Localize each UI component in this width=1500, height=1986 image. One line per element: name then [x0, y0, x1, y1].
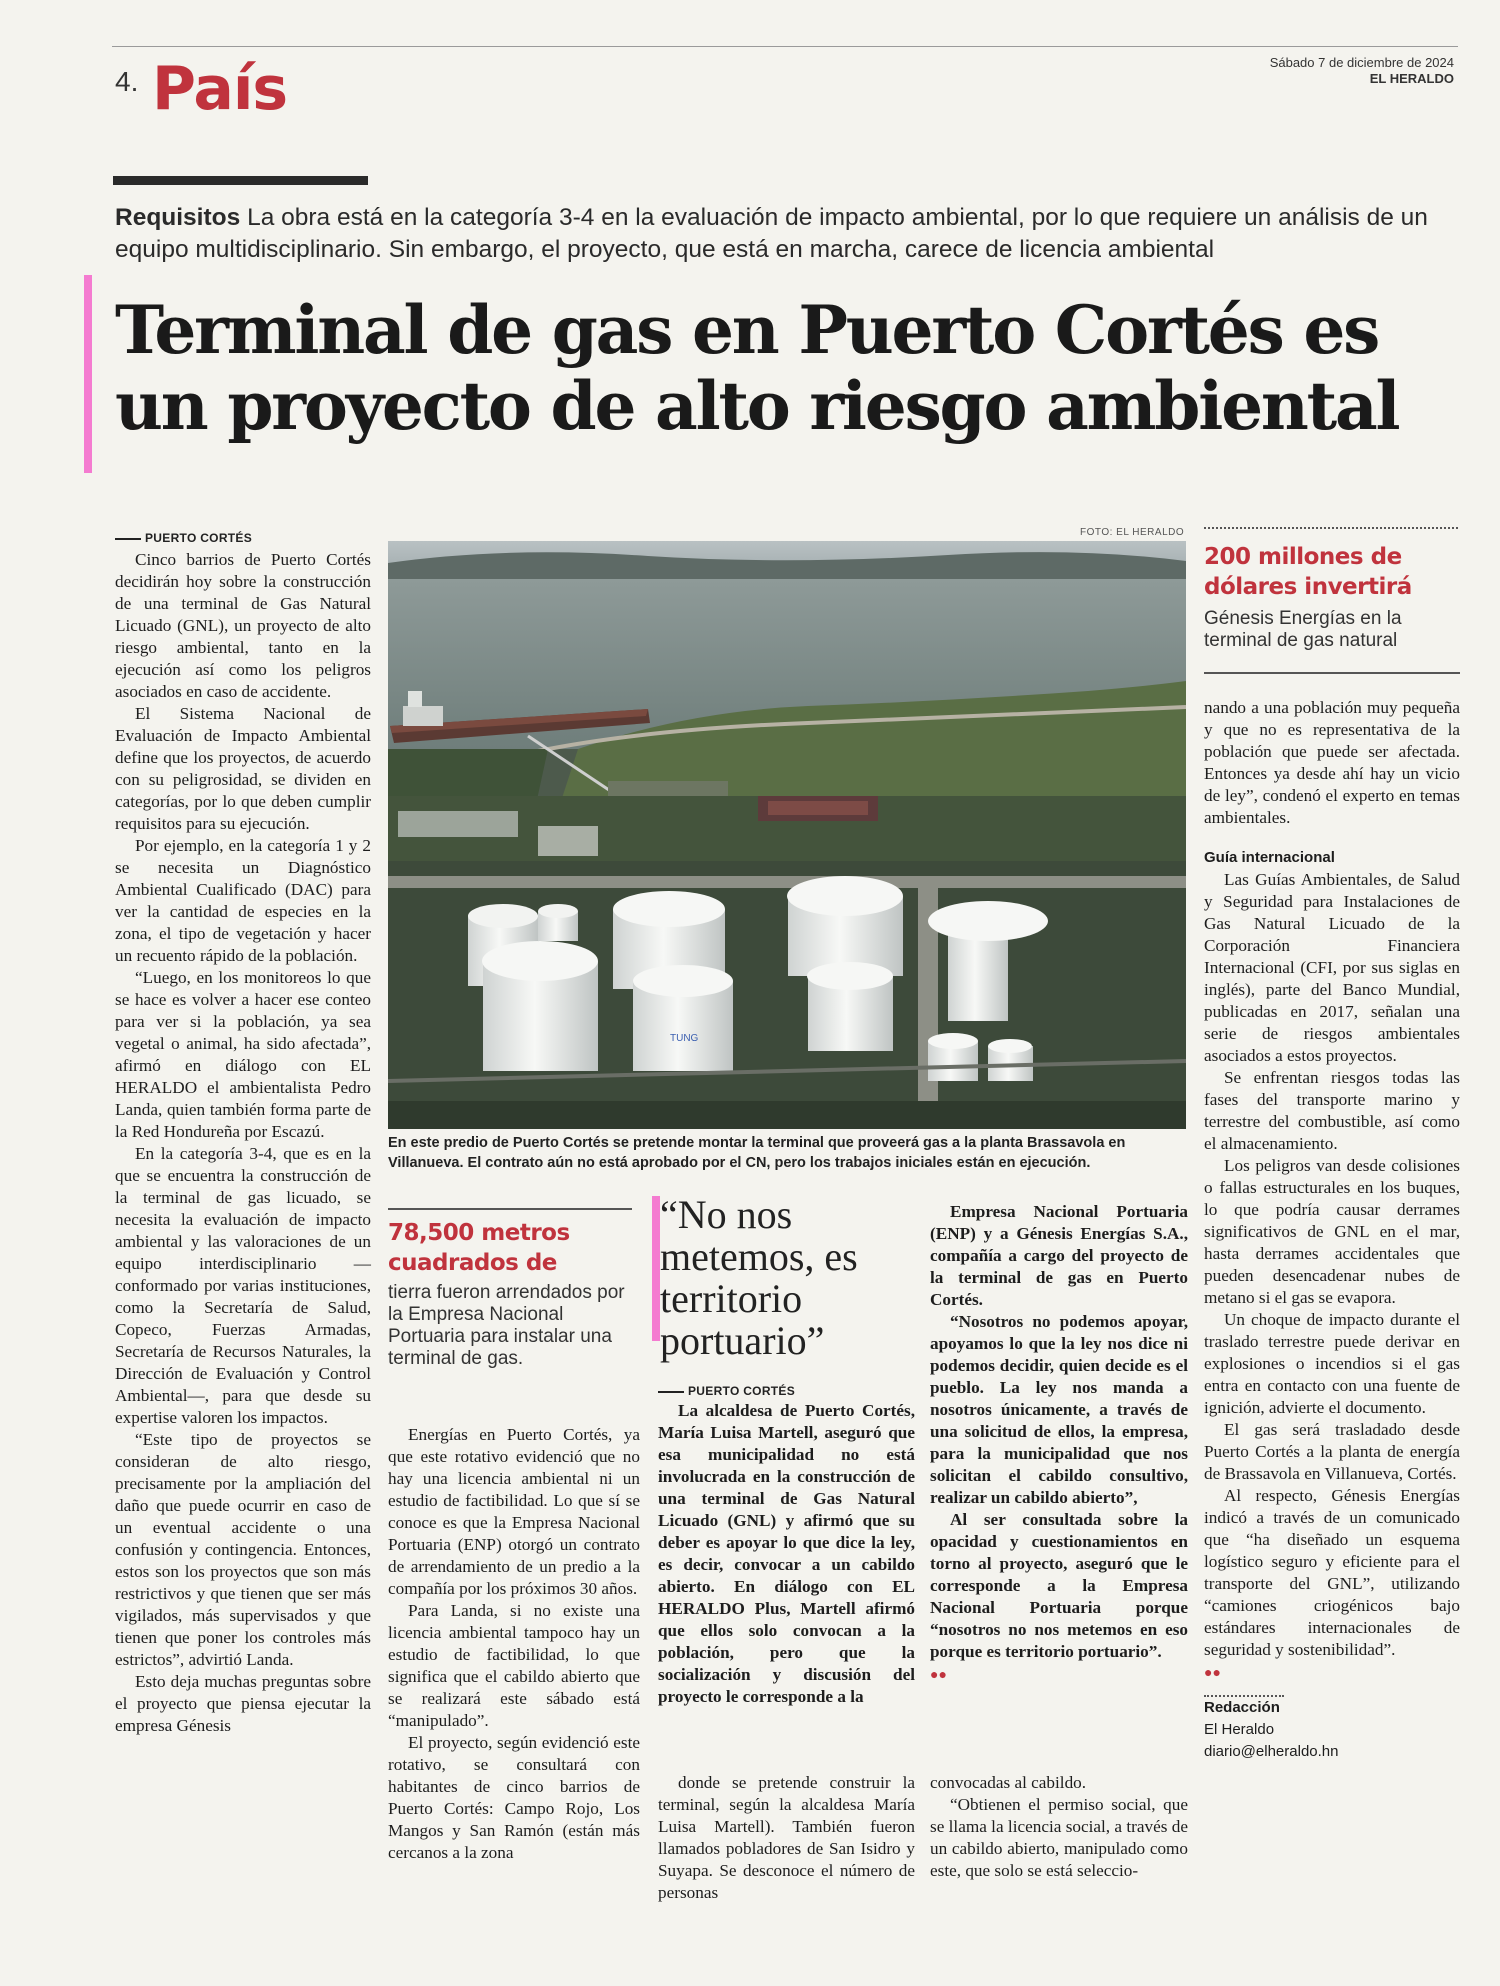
column-1-body	[115, 549, 371, 1737]
paragraph: Esto deja muchas preguntas sobre el proyecto que piensa ejecutar la empresa Génesis	[115, 1672, 371, 1735]
subhead-guia: Guía internacional	[1204, 849, 1335, 866]
column-2-body	[388, 1424, 640, 1864]
column-2	[388, 1424, 640, 1864]
column-3-bottom	[658, 1772, 915, 1904]
paragraph: “Obtienen el permiso social, que se llama la licencia social, a través de un cabildo abierto, manipulado como este, que solo se está seleccio-	[930, 1795, 1188, 1880]
fact-rule-1	[388, 1208, 632, 1210]
top-rule	[112, 46, 1458, 47]
photo-gas-terminal	[388, 541, 1186, 1129]
column-5	[1204, 697, 1460, 1763]
column-1	[115, 527, 371, 1737]
terminal-photo-illustration	[388, 541, 1186, 1129]
fact-78500-text: tierra fueron arrendados por la Empresa Nacional Portuaria para instalar una terminal de gas.	[388, 1282, 625, 1369]
paragraph: Al ser consultada sobre la opacidad y cuestionamientos en torno al proyecto, aseguró que le corresponde a la Empresa Nacional Portuaria porque “nosotros no nos metemos en eso porque es territorio portuario”.	[930, 1510, 1188, 1661]
column-3	[658, 1400, 915, 1708]
paragraph: “Nosotros no podemos apoyar, apoyamos lo que la ley nos dice ni podemos decidir, quien decide es el pueblo. La ley nos manda a nosotros únicamente, a través de una solicitud de ellos, la empresa, para la municipalidad que nos solicitan el cabildo consultivo, realizar un cabildo abierto”,	[930, 1312, 1188, 1507]
paragraph: “Este tipo de proyectos se consideran de alto riesgo, precisamente por la ampliación del daño que puede ocurrir en caso de un eventual accidente o una confusión y contingencia. Entonces, estos son los proyectos que son más restrictivos y que tienen que ser más vigilados, más supervisados y que tienen que poner los controles más estrictos”, advirtió Landa.	[115, 1430, 371, 1669]
deck	[115, 202, 1460, 266]
headline: Terminal de gas en Puerto Cortés es un proyecto de alto riesgo ambiental	[115, 291, 1399, 445]
deck-label: Requisitos	[115, 204, 241, 231]
paragraph: En la categoría 3-4, que es en la que se encuentra la construcción de la terminal de gas licuado, se necesita la evaluación de impacto ambiental y las valoraciones de un equipo interdisciplinario —conformado por varias instituciones, como la Secretaría de Salud, Copeco, Fuerzas Armadas, Secretaría de Recursos Naturales, la Dirección de Evaluación y Control Ambiental—, para que desde su expertise valoren los impactos.	[115, 1144, 371, 1427]
column-4-bottom-body	[930, 1772, 1188, 1882]
paragraph: nando a una población muy pequeña y que no es representativa de la población que puede ser afectada. Entonces ya desde ahí hay un vicio de ley”, condenó el experto en temas ambientales.	[1204, 698, 1460, 827]
fact-rule-2	[1204, 527, 1458, 529]
svg-text:TUNG: TUNG	[670, 1033, 699, 1044]
section-title: País	[152, 54, 288, 124]
paragraph: El Sistema Nacional de Evaluación de Impacto Ambiental define que los proyectos, de acuerdo con su peligrosidad, se dividen en categorías, por lo que deben cumplir requisitos para su ejecución.	[115, 704, 371, 833]
paragraph: Al respecto, Génesis Energías indicó a través de un comunicado que “ha diseñado un esquema logístico seguro y eficiente para el transporte del GNL”, utilizando “camiones criogénicos bajo estándares internacionales de seguridad y sostenibilidad”.	[1204, 1486, 1460, 1659]
photo-credit: FOTO: EL HERALDO	[1080, 527, 1185, 538]
column-4	[930, 1201, 1188, 1687]
paragraph: El gas será trasladado desde Puerto Cortés a la planta de energía de Brassavola en Villanueva, Cortés.	[1204, 1420, 1460, 1483]
paragraph: La alcaldesa de Puerto Cortés, María Luisa Martell, aseguró que esa municipalidad no está involucrada en la construcción de una terminal de Gas Natural Licuado (GNL) y afirmó que su deber es apoyar lo que dice la ley, es decir, convocar a un cabildo abierto. En diálogo con EL HERALDO Plus, Martell afirmó que ellos solo convocan a la población, pero que la socialización y discusión del proyecto le corresponde a la	[658, 1401, 915, 1706]
paper-name: EL HERALDO	[1369, 71, 1454, 86]
column-5-body-a	[1204, 697, 1460, 829]
column-3-body	[658, 1400, 915, 1708]
paragraph: Un choque de impacto durante el traslado terrestre puede derivar en explosiones o incendios si el gas entra en contacto con una fuente de ignición, advierte el documento.	[1204, 1310, 1460, 1417]
paragraph: Para Landa, si no existe una licencia ambiental tampoco hay un estudio de factibilidad, lo que significa que el cabildo abierto que se realizará este sábado está “manipulado”.	[388, 1601, 640, 1730]
issue-date	[1270, 55, 1454, 87]
paragraph: Las Guías Ambientales, de Salud y Seguridad para Instalaciones de Gas Natural Licuado de la Corporación Financiera Internacional (CFI, por sus siglas en inglés), parte del Banco Mundial, publicadas en 2017, señalan una serie de riesgos ambientales asociados a estos proyectos.	[1204, 870, 1460, 1065]
paragraph: El proyecto, según evidenció este rotativo, se consultará con habitantes de cinco barrios de Puerto Cortés: Campo Rojo, Los Mangos y San Ramón (están más cercanos a la zona	[388, 1733, 640, 1862]
paragraph: Los peligros van desde colisiones o fallas estructurales en los buques, lo que podría causar derrames significativos de GNL en el mar, hasta derrames accidentales que pueden desencadenar nubes de metano si el gas se evapora.	[1204, 1156, 1460, 1307]
end-mark: ●●	[1204, 1666, 1221, 1681]
sidebar-quote: “No nos metemos, es territorio portuario”	[660, 1192, 858, 1363]
deck-text: La obra está en la categoría 3-4 en la evaluación de impacto ambiental, por lo que requiere un análisis de un equipo multidisciplinario. Sin embargo, el proyecto, que está en marcha, carece de licencia ambiental	[115, 204, 1428, 263]
byline-email: diario@elheraldo.hn	[1204, 1743, 1339, 1760]
dateline: PUERTO CORTÉS	[115, 527, 371, 549]
column-4-body	[930, 1201, 1188, 1663]
paragraph: Por ejemplo, en la categoría 1 y 2 se necesita un Diagnóstico Ambiental Cualificado (DAC) para ver la cantidad de especies en la zona, el tipo de vegetación y hacer un recuento rápido de la población.	[115, 836, 371, 965]
highlighter-mark-quote	[652, 1196, 660, 1341]
fact-78500: 78,500 metros cuadrados de	[388, 1220, 570, 1276]
photo-caption: En este predio de Puerto Cortés se pretende montar la terminal que proveerá gas a la planta Brassavola en Villanueva. El contrato aún no está aprobado por el CN, pero los trabajos iniciales están en ejecución.	[388, 1135, 1126, 1171]
column-5-body-b	[1204, 869, 1460, 1661]
paragraph: Se enfrentan riesgos todas las fases del transporte marino y terrestre del combustible, así como el almacenamiento.	[1204, 1068, 1460, 1153]
byline-label: Redacción	[1204, 1699, 1280, 1716]
highlighter-mark	[84, 275, 92, 473]
sidebar-dateline: PUERTO CORTÉS	[658, 1382, 795, 1400]
fact-200-text: Génesis Energías en la terminal de gas natural	[1204, 608, 1402, 651]
paragraph: convocadas al cabildo.	[930, 1773, 1087, 1792]
deck-bar	[113, 176, 368, 185]
page-number: 4.	[115, 66, 139, 97]
column-3-bottom-text: donde se pretende construir la terminal, según la alcaldesa María Luisa Martell). También fueron llamados pobladores de San Isidro y Suyapa. Se desconoce el número de personas	[658, 1773, 915, 1902]
fact-rule-2b	[1204, 672, 1460, 674]
date-text: Sábado 7 de diciembre de 2024	[1269, 55, 1454, 70]
fact-200-millones: 200 millones de dólares invertirá	[1204, 544, 1412, 600]
paragraph: Energías en Puerto Cortés, ya que este rotativo evidenció que no hay una licencia ambiental ni un estudio de factibilidad. Lo que sí se conoce es que la Empresa Nacional Portuaria (ENP) otorgó un contrato de arrendamiento de un predio a la compañía por los próximos 30 años.	[388, 1425, 640, 1598]
paragraph: Cinco barrios de Puerto Cortés decidirán hoy sobre la construcción de una terminal de Gas Natural Licuado (GNL), un proyecto de alto riesgo ambiental, tanto en la ejecución así como los peligros asociados en caso de accidente.	[115, 550, 371, 701]
paragraph: Empresa Nacional Portuaria (ENP) y a Génesis Energías S.A., compañía a cargo del proyecto de la terminal de gas en Puerto Cortés.	[930, 1202, 1188, 1309]
end-mark-quote: ●●	[930, 1668, 947, 1683]
paragraph: “Luego, en los monitoreos lo que se hace es volver a hacer ese conteo para ver si la población, ya sea vegetal o animal, ha sido afectada”, afirmó en diálogo con EL HERALDO el ambientalista Pedro Landa, quien también forma parte de la Red Hondureña por Escazú.	[115, 968, 371, 1141]
column-4-bottom	[930, 1772, 1188, 1882]
byline-name: El Heraldo	[1204, 1721, 1275, 1738]
